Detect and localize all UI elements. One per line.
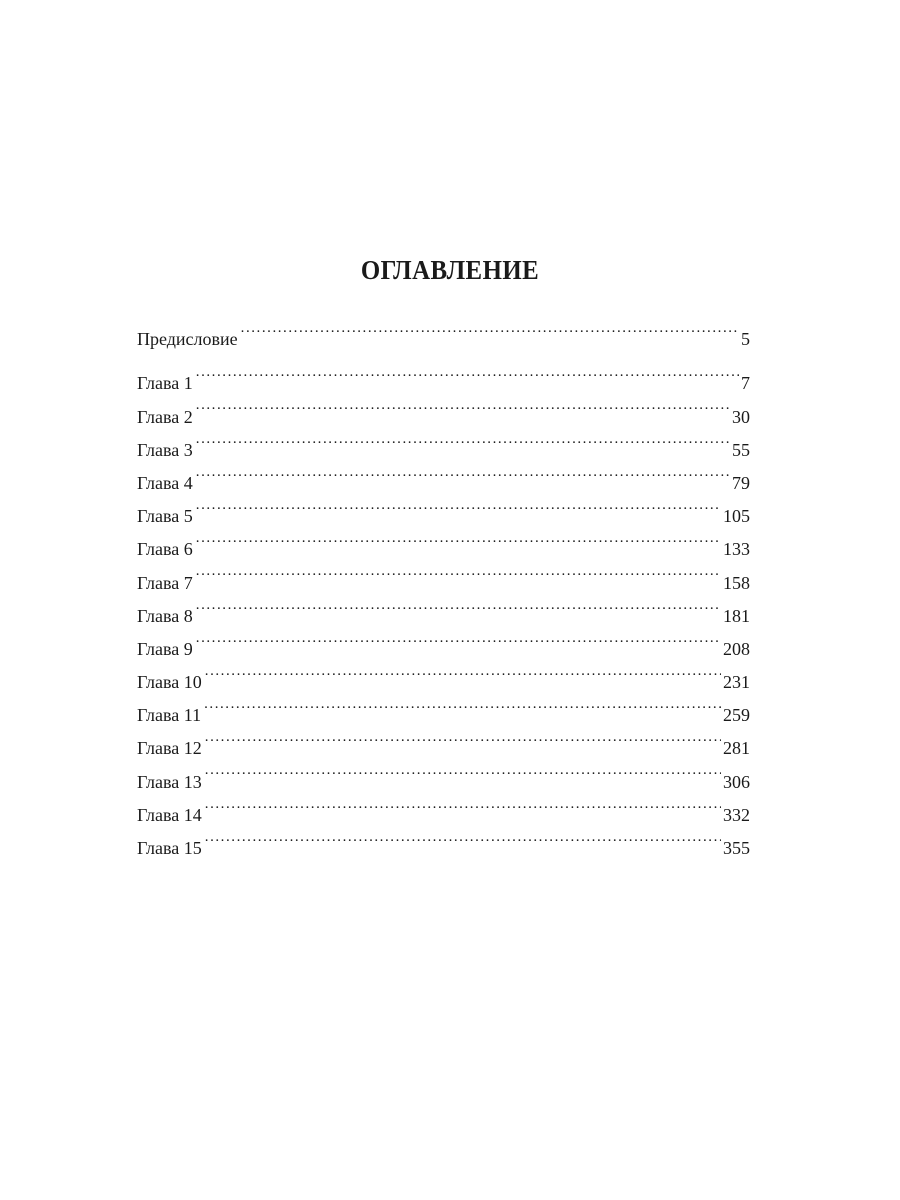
- dot-leader: [196, 489, 721, 522]
- toc-entry-chapter-3[interactable]: [137, 423, 750, 460]
- dot-leader: [196, 522, 721, 555]
- toc-entry-page: 231: [723, 672, 750, 693]
- dot-leader: [205, 754, 721, 787]
- toc-entry-chapter-15[interactable]: [137, 821, 750, 858]
- toc-entry-label: Глава 14: [137, 804, 202, 825]
- toc-entry-page: 105: [723, 506, 750, 527]
- toc-entry-page: 79: [732, 472, 750, 493]
- dot-leader: [241, 312, 739, 345]
- toc-entry-page: 30: [732, 406, 750, 427]
- table-of-contents: [137, 312, 750, 858]
- toc-entry-label: Глава 2: [137, 406, 193, 427]
- dot-leader: [196, 555, 721, 588]
- dot-leader: [196, 389, 730, 422]
- toc-entry-preface[interactable]: [137, 312, 750, 350]
- toc-entry-label: Глава 7: [137, 572, 193, 593]
- toc-entry-page: 281: [723, 738, 750, 759]
- toc-entry-page: 158: [723, 572, 750, 593]
- toc-entry-page: 332: [723, 804, 750, 825]
- toc-entry-page: 355: [723, 838, 750, 858]
- toc-entry-label: Глава 9: [137, 638, 193, 659]
- toc-entry-label: Глава 13: [137, 771, 202, 792]
- toc-entry-label: Глава 5: [137, 506, 193, 527]
- dot-leader: [196, 622, 721, 655]
- toc-entry-chapter-7[interactable]: [137, 555, 750, 593]
- toc-entry-page: 55: [732, 439, 750, 460]
- toc-entry-chapter-4[interactable]: [137, 456, 750, 493]
- toc-entry-chapter-6[interactable]: [137, 522, 750, 560]
- toc-entry-page: 5: [741, 329, 750, 350]
- toc-entry-label: Глава 4: [137, 472, 193, 493]
- dot-leader: [196, 356, 739, 389]
- dot-leader: [205, 821, 721, 854]
- toc-entry-chapter-5[interactable]: [137, 489, 750, 527]
- page-title: ОГЛАВЛЕНИЕ: [360, 255, 540, 285]
- toc-entry-chapter-9[interactable]: [137, 622, 750, 659]
- toc-entry-label: Глава 12: [137, 738, 202, 759]
- dot-leader: [196, 423, 730, 456]
- toc-entry-page: 306: [723, 771, 750, 792]
- toc-entry-chapter-10[interactable]: [137, 655, 750, 693]
- toc-entry-chapter-8[interactable]: [137, 589, 750, 626]
- toc-entry-chapter-11[interactable]: [137, 688, 750, 726]
- toc-entry-label: Глава 10: [137, 672, 202, 693]
- toc-entry-chapter-14[interactable]: [137, 788, 750, 825]
- dot-leader: [196, 589, 721, 622]
- toc-entry-label: Глава 1: [137, 373, 193, 394]
- toc-entry-chapter-13[interactable]: [137, 754, 750, 792]
- toc-entry-page: 208: [723, 638, 750, 659]
- toc-entry-label: Глава 11: [137, 705, 202, 726]
- dot-leader: [205, 721, 721, 754]
- toc-entry-chapter-12[interactable]: [137, 721, 750, 759]
- toc-entry-label: Глава 6: [137, 539, 193, 560]
- dot-leader: [204, 688, 721, 721]
- dot-leader: [205, 788, 721, 821]
- toc-entry-chapter-2[interactable]: [137, 389, 750, 427]
- dot-leader: [196, 456, 730, 489]
- toc-entry-page: 181: [723, 605, 750, 626]
- toc-entry-page: 259: [723, 705, 750, 726]
- toc-entry-page: 7: [741, 373, 750, 394]
- toc-entry-chapter-1[interactable]: [137, 356, 750, 394]
- dot-leader: [205, 655, 721, 688]
- toc-entry-label: Глава 15: [137, 838, 202, 858]
- toc-entry-label: Предисловие: [137, 329, 238, 350]
- toc-entry-page: 133: [723, 539, 750, 560]
- toc-entry-label: Глава 8: [137, 605, 193, 626]
- toc-entry-label: Глава 3: [137, 439, 193, 460]
